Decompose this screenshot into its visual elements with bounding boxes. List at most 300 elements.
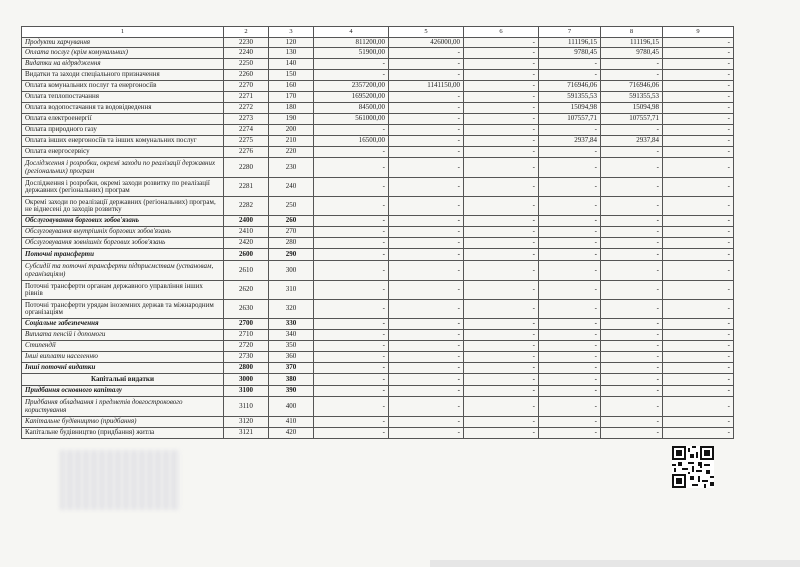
table-row xyxy=(22,197,734,216)
amount-cell: - xyxy=(314,125,389,136)
row-label: Оплата енергосервісу xyxy=(22,147,224,158)
amount-cell: - xyxy=(389,352,464,363)
row-label: Окремі заходи по реалізації державних (регіональних) програм, не віднесені до заходів розвитку xyxy=(22,197,224,216)
scan-edge-shadow xyxy=(430,560,800,567)
row-label: Придбання обладнання і предметів довгострокового користування xyxy=(22,397,224,417)
amount-cell: - xyxy=(539,197,601,216)
row-label: Обслуговування внутрішніх боргових зобов'язань xyxy=(22,227,224,238)
header-cell: 9 xyxy=(663,27,734,38)
amount-cell: - xyxy=(389,216,464,227)
kekv-code: 2720 xyxy=(224,341,269,352)
table-row xyxy=(22,92,734,103)
amount-cell: - xyxy=(314,300,389,319)
row-label: Дослідження і розробки, окремі заходи по реалізації державних (регіональних) програм xyxy=(22,158,224,178)
amount-cell: - xyxy=(464,136,539,147)
row-code: 140 xyxy=(269,59,314,70)
row-code: 400 xyxy=(269,397,314,417)
row-code: 390 xyxy=(269,386,314,397)
amount-cell: - xyxy=(314,238,389,249)
table-row xyxy=(22,330,734,341)
amount-cell: - xyxy=(663,92,734,103)
table-row xyxy=(22,428,734,439)
amount-cell: - xyxy=(663,227,734,238)
row-code: 360 xyxy=(269,352,314,363)
amount-cell: - xyxy=(663,59,734,70)
amount-cell: - xyxy=(389,300,464,319)
amount-cell: - xyxy=(663,70,734,81)
row-label: Поточні трансферти xyxy=(22,249,224,261)
table-row xyxy=(22,397,734,417)
amount-cell: 716946,06 xyxy=(601,81,663,92)
row-label: Оплата природного газу xyxy=(22,125,224,136)
amount-cell: - xyxy=(539,147,601,158)
amount-cell: - xyxy=(663,397,734,417)
amount-cell: - xyxy=(314,70,389,81)
row-label: Продукти харчування xyxy=(22,38,224,48)
amount-cell: - xyxy=(389,178,464,197)
amount-cell: - xyxy=(464,103,539,114)
amount-cell: 591355,53 xyxy=(539,92,601,103)
row-code: 270 xyxy=(269,227,314,238)
amount-cell: - xyxy=(663,48,734,59)
table-row xyxy=(22,341,734,352)
amount-cell: - xyxy=(663,281,734,300)
header-cell: 4 xyxy=(314,27,389,38)
table-row xyxy=(22,38,734,48)
amount-cell: - xyxy=(601,330,663,341)
table-row xyxy=(22,352,734,363)
amount-cell: 16500,00 xyxy=(314,136,389,147)
table-row xyxy=(22,227,734,238)
amount-cell: - xyxy=(314,147,389,158)
amount-cell: - xyxy=(663,81,734,92)
row-code: 180 xyxy=(269,103,314,114)
amount-cell: - xyxy=(539,216,601,227)
kekv-code: 2282 xyxy=(224,197,269,216)
amount-cell: 9780,45 xyxy=(539,48,601,59)
row-code: 330 xyxy=(269,319,314,330)
table-row xyxy=(22,178,734,197)
amount-cell: - xyxy=(601,158,663,178)
amount-cell: - xyxy=(601,147,663,158)
amount-cell: - xyxy=(601,417,663,428)
row-code: 350 xyxy=(269,341,314,352)
amount-cell: - xyxy=(464,300,539,319)
amount-cell: - xyxy=(601,319,663,330)
row-label: Видатки на відрядження xyxy=(22,59,224,70)
amount-cell: - xyxy=(389,238,464,249)
amount-cell: 15094,98 xyxy=(601,103,663,114)
amount-cell: - xyxy=(601,397,663,417)
amount-cell: - xyxy=(464,92,539,103)
row-code: 170 xyxy=(269,92,314,103)
row-code: 410 xyxy=(269,417,314,428)
amount-cell: - xyxy=(464,341,539,352)
row-label: Обслуговування зовнішніх боргових зобов'язань xyxy=(22,238,224,249)
amount-cell: - xyxy=(539,178,601,197)
amount-cell: - xyxy=(389,59,464,70)
kekv-code: 2250 xyxy=(224,59,269,70)
amount-cell: - xyxy=(663,341,734,352)
amount-cell: - xyxy=(601,374,663,386)
amount-cell: - xyxy=(314,428,389,439)
amount-cell: - xyxy=(464,81,539,92)
kekv-code: 2275 xyxy=(224,136,269,147)
amount-cell: - xyxy=(601,178,663,197)
amount-cell: - xyxy=(663,114,734,125)
amount-cell: - xyxy=(601,352,663,363)
row-code: 290 xyxy=(269,249,314,261)
table-row xyxy=(22,216,734,227)
header-cell: 3 xyxy=(269,27,314,38)
amount-cell: - xyxy=(464,38,539,48)
amount-cell: - xyxy=(539,319,601,330)
amount-cell: - xyxy=(663,38,734,48)
amount-cell: - xyxy=(389,386,464,397)
amount-cell: - xyxy=(601,249,663,261)
kekv-code: 2281 xyxy=(224,178,269,197)
table-row xyxy=(22,363,734,374)
amount-cell: - xyxy=(464,59,539,70)
blurred-stamp-area xyxy=(60,450,180,510)
header-cell: 8 xyxy=(601,27,663,38)
amount-cell: 2937,84 xyxy=(539,136,601,147)
amount-cell: - xyxy=(601,428,663,439)
amount-cell: - xyxy=(601,261,663,281)
row-code: 150 xyxy=(269,70,314,81)
amount-cell: - xyxy=(389,158,464,178)
amount-cell: - xyxy=(389,397,464,417)
kekv-code: 2700 xyxy=(224,319,269,330)
amount-cell: - xyxy=(539,341,601,352)
kekv-code: 2240 xyxy=(224,48,269,59)
amount-cell: - xyxy=(601,281,663,300)
row-code: 160 xyxy=(269,81,314,92)
amount-cell: - xyxy=(464,374,539,386)
amount-cell: - xyxy=(389,261,464,281)
amount-cell: - xyxy=(314,216,389,227)
amount-cell: - xyxy=(464,178,539,197)
amount-cell: 1695200,00 xyxy=(314,92,389,103)
table-row xyxy=(22,81,734,92)
amount-cell: - xyxy=(663,136,734,147)
amount-cell: - xyxy=(539,238,601,249)
amount-cell: 111196,15 xyxy=(539,38,601,48)
row-code: 220 xyxy=(269,147,314,158)
amount-cell: - xyxy=(539,59,601,70)
amount-cell: - xyxy=(663,103,734,114)
row-code: 280 xyxy=(269,238,314,249)
kekv-code: 2420 xyxy=(224,238,269,249)
table-row xyxy=(22,70,734,81)
amount-cell: - xyxy=(464,386,539,397)
kekv-code: 2400 xyxy=(224,216,269,227)
amount-cell: - xyxy=(389,363,464,374)
amount-cell: - xyxy=(389,48,464,59)
amount-cell: 107557,71 xyxy=(601,114,663,125)
amount-cell: - xyxy=(314,330,389,341)
amount-cell: - xyxy=(663,300,734,319)
kekv-code: 3120 xyxy=(224,417,269,428)
amount-cell: - xyxy=(601,197,663,216)
amount-cell: - xyxy=(389,103,464,114)
table-row xyxy=(22,59,734,70)
amount-cell: - xyxy=(663,197,734,216)
kekv-code: 2410 xyxy=(224,227,269,238)
amount-cell: - xyxy=(464,147,539,158)
amount-cell: - xyxy=(601,386,663,397)
kekv-code: 2274 xyxy=(224,125,269,136)
amount-cell: - xyxy=(663,352,734,363)
amount-cell: - xyxy=(663,238,734,249)
amount-cell: - xyxy=(663,374,734,386)
amount-cell: - xyxy=(464,330,539,341)
kekv-code: 3000 xyxy=(224,374,269,386)
amount-cell: - xyxy=(539,352,601,363)
amount-cell: - xyxy=(601,59,663,70)
row-label: Виплата пенсій і допомоги xyxy=(22,330,224,341)
amount-cell: - xyxy=(389,319,464,330)
row-code: 300 xyxy=(269,261,314,281)
row-code: 320 xyxy=(269,300,314,319)
amount-cell: 1141150,00 xyxy=(389,81,464,92)
amount-cell: - xyxy=(601,300,663,319)
amount-cell: - xyxy=(539,300,601,319)
amount-cell: - xyxy=(464,249,539,261)
kekv-code: 2630 xyxy=(224,300,269,319)
amount-cell: - xyxy=(464,319,539,330)
row-code: 120 xyxy=(269,38,314,48)
row-code: 260 xyxy=(269,216,314,227)
row-label: Дослідження і розробки, окремі заходи розвитку по реалізації державних (регіональних) програм xyxy=(22,178,224,197)
row-label: Інші виплати населенню xyxy=(22,352,224,363)
amount-cell: - xyxy=(539,397,601,417)
amount-cell: - xyxy=(464,417,539,428)
table-body xyxy=(22,27,734,439)
row-label: Капітальне будівництво (придбання) житла xyxy=(22,428,224,439)
row-label: Поточні трансферти органам державного управління інших рівнів xyxy=(22,281,224,300)
amount-cell: - xyxy=(389,197,464,216)
row-code: 380 xyxy=(269,374,314,386)
amount-cell: - xyxy=(314,397,389,417)
amount-cell: - xyxy=(389,428,464,439)
amount-cell: - xyxy=(663,319,734,330)
amount-cell: 9780,45 xyxy=(601,48,663,59)
amount-cell: - xyxy=(389,281,464,300)
amount-cell: - xyxy=(464,158,539,178)
table-row xyxy=(22,417,734,428)
amount-cell: - xyxy=(464,70,539,81)
table-row xyxy=(22,261,734,281)
row-code: 240 xyxy=(269,178,314,197)
amount-cell: - xyxy=(663,261,734,281)
header-cell: 5 xyxy=(389,27,464,38)
row-label: Оплата водопостачання та водовідведення xyxy=(22,103,224,114)
row-label: Обслуговування боргових зобов'язань xyxy=(22,216,224,227)
amount-cell: - xyxy=(601,70,663,81)
table-row xyxy=(22,300,734,319)
row-label: Соціальне забезпечення xyxy=(22,319,224,330)
amount-cell: - xyxy=(314,178,389,197)
table-row xyxy=(22,114,734,125)
amount-cell: - xyxy=(314,197,389,216)
row-code: 200 xyxy=(269,125,314,136)
table-row xyxy=(22,125,734,136)
amount-cell: - xyxy=(601,363,663,374)
amount-cell: - xyxy=(389,92,464,103)
amount-cell: - xyxy=(314,319,389,330)
kekv-code: 3100 xyxy=(224,386,269,397)
amount-cell: 84500,00 xyxy=(314,103,389,114)
row-label: Оплата комунальних послуг та енергоносіїв xyxy=(22,81,224,92)
column-number-row xyxy=(22,27,734,38)
amount-cell: - xyxy=(464,352,539,363)
row-code: 130 xyxy=(269,48,314,59)
kekv-code: 3110 xyxy=(224,397,269,417)
amount-cell: - xyxy=(464,363,539,374)
row-label: Видатки та заходи спеціального призначення xyxy=(22,70,224,81)
amount-cell: - xyxy=(389,249,464,261)
table-row xyxy=(22,147,734,158)
amount-cell: - xyxy=(663,147,734,158)
row-label: Інші поточні видатки xyxy=(22,363,224,374)
table-row xyxy=(22,103,734,114)
amount-cell: - xyxy=(314,386,389,397)
amount-cell: - xyxy=(314,59,389,70)
amount-cell: - xyxy=(539,374,601,386)
amount-cell: - xyxy=(314,249,389,261)
kekv-code: 2260 xyxy=(224,70,269,81)
table-row xyxy=(22,158,734,178)
amount-cell: - xyxy=(539,249,601,261)
row-code: 190 xyxy=(269,114,314,125)
row-label: Оплата теплопостачання xyxy=(22,92,224,103)
amount-cell: - xyxy=(314,158,389,178)
amount-cell: - xyxy=(464,261,539,281)
amount-cell: - xyxy=(389,417,464,428)
row-code: 210 xyxy=(269,136,314,147)
kekv-code: 3121 xyxy=(224,428,269,439)
kekv-code: 2276 xyxy=(224,147,269,158)
amount-cell: - xyxy=(389,136,464,147)
header-cell: 1 xyxy=(22,27,224,38)
table-row xyxy=(22,48,734,59)
row-label: Капітальне будівництво (придбання) xyxy=(22,417,224,428)
amount-cell: - xyxy=(539,158,601,178)
amount-cell: - xyxy=(464,428,539,439)
amount-cell: - xyxy=(389,147,464,158)
amount-cell: - xyxy=(464,48,539,59)
kekv-code: 2610 xyxy=(224,261,269,281)
amount-cell: - xyxy=(539,330,601,341)
amount-cell: - xyxy=(539,363,601,374)
kekv-code: 2270 xyxy=(224,81,269,92)
row-label: Стипендії xyxy=(22,341,224,352)
amount-cell: 591355,53 xyxy=(601,92,663,103)
amount-cell: - xyxy=(601,125,663,136)
row-code: 310 xyxy=(269,281,314,300)
amount-cell: - xyxy=(314,417,389,428)
table-row xyxy=(22,238,734,249)
row-label: Поточні трансферти урядам іноземних держав та міжнародним організаціям xyxy=(22,300,224,319)
row-label: Оплата електроенергії xyxy=(22,114,224,125)
amount-cell: - xyxy=(539,125,601,136)
table-row xyxy=(22,386,734,397)
kekv-code: 2600 xyxy=(224,249,269,261)
amount-cell: - xyxy=(389,227,464,238)
kekv-code: 2272 xyxy=(224,103,269,114)
amount-cell: - xyxy=(464,216,539,227)
kekv-code: 2710 xyxy=(224,330,269,341)
kekv-code: 2800 xyxy=(224,363,269,374)
amount-cell: - xyxy=(389,70,464,81)
header-cell: 6 xyxy=(464,27,539,38)
amount-cell: - xyxy=(663,386,734,397)
row-code: 230 xyxy=(269,158,314,178)
amount-cell: - xyxy=(539,70,601,81)
amount-cell: - xyxy=(314,352,389,363)
amount-cell: - xyxy=(314,363,389,374)
row-label: Капітальні видатки xyxy=(22,374,224,386)
amount-cell: - xyxy=(464,281,539,300)
row-code: 340 xyxy=(269,330,314,341)
amount-cell: - xyxy=(389,125,464,136)
amount-cell: - xyxy=(601,341,663,352)
amount-cell: - xyxy=(539,417,601,428)
row-label: Оплата інших енергоносіїв та інших комунальних послуг xyxy=(22,136,224,147)
header-cell: 7 xyxy=(539,27,601,38)
amount-cell: - xyxy=(539,428,601,439)
amount-cell: - xyxy=(539,281,601,300)
amount-cell: 2357200,00 xyxy=(314,81,389,92)
amount-cell: - xyxy=(539,261,601,281)
row-code: 370 xyxy=(269,363,314,374)
kekv-code: 2271 xyxy=(224,92,269,103)
kekv-code: 2620 xyxy=(224,281,269,300)
amount-cell: - xyxy=(601,216,663,227)
amount-cell: - xyxy=(663,330,734,341)
amount-cell: - xyxy=(464,227,539,238)
amount-cell: - xyxy=(389,330,464,341)
table-row xyxy=(22,319,734,330)
amount-cell: 811200,00 xyxy=(314,38,389,48)
amount-cell: - xyxy=(539,227,601,238)
amount-cell: - xyxy=(663,249,734,261)
amount-cell: - xyxy=(663,158,734,178)
amount-cell: - xyxy=(464,114,539,125)
amount-cell: - xyxy=(314,227,389,238)
amount-cell: - xyxy=(464,397,539,417)
amount-cell: - xyxy=(601,238,663,249)
row-code: 250 xyxy=(269,197,314,216)
amount-cell: - xyxy=(314,341,389,352)
amount-cell: 107557,71 xyxy=(539,114,601,125)
amount-cell: - xyxy=(663,428,734,439)
amount-cell: 15094,98 xyxy=(539,103,601,114)
expenditure-table xyxy=(21,26,734,439)
table-row xyxy=(22,136,734,147)
amount-cell: 2937,84 xyxy=(601,136,663,147)
kekv-code: 2280 xyxy=(224,158,269,178)
amount-cell: - xyxy=(464,238,539,249)
amount-cell: - xyxy=(464,197,539,216)
table-row xyxy=(22,374,734,386)
amount-cell: - xyxy=(663,363,734,374)
amount-cell: - xyxy=(389,341,464,352)
amount-cell: 111196,15 xyxy=(601,38,663,48)
row-label: Придбання основного капіталу xyxy=(22,386,224,397)
amount-cell: - xyxy=(663,125,734,136)
